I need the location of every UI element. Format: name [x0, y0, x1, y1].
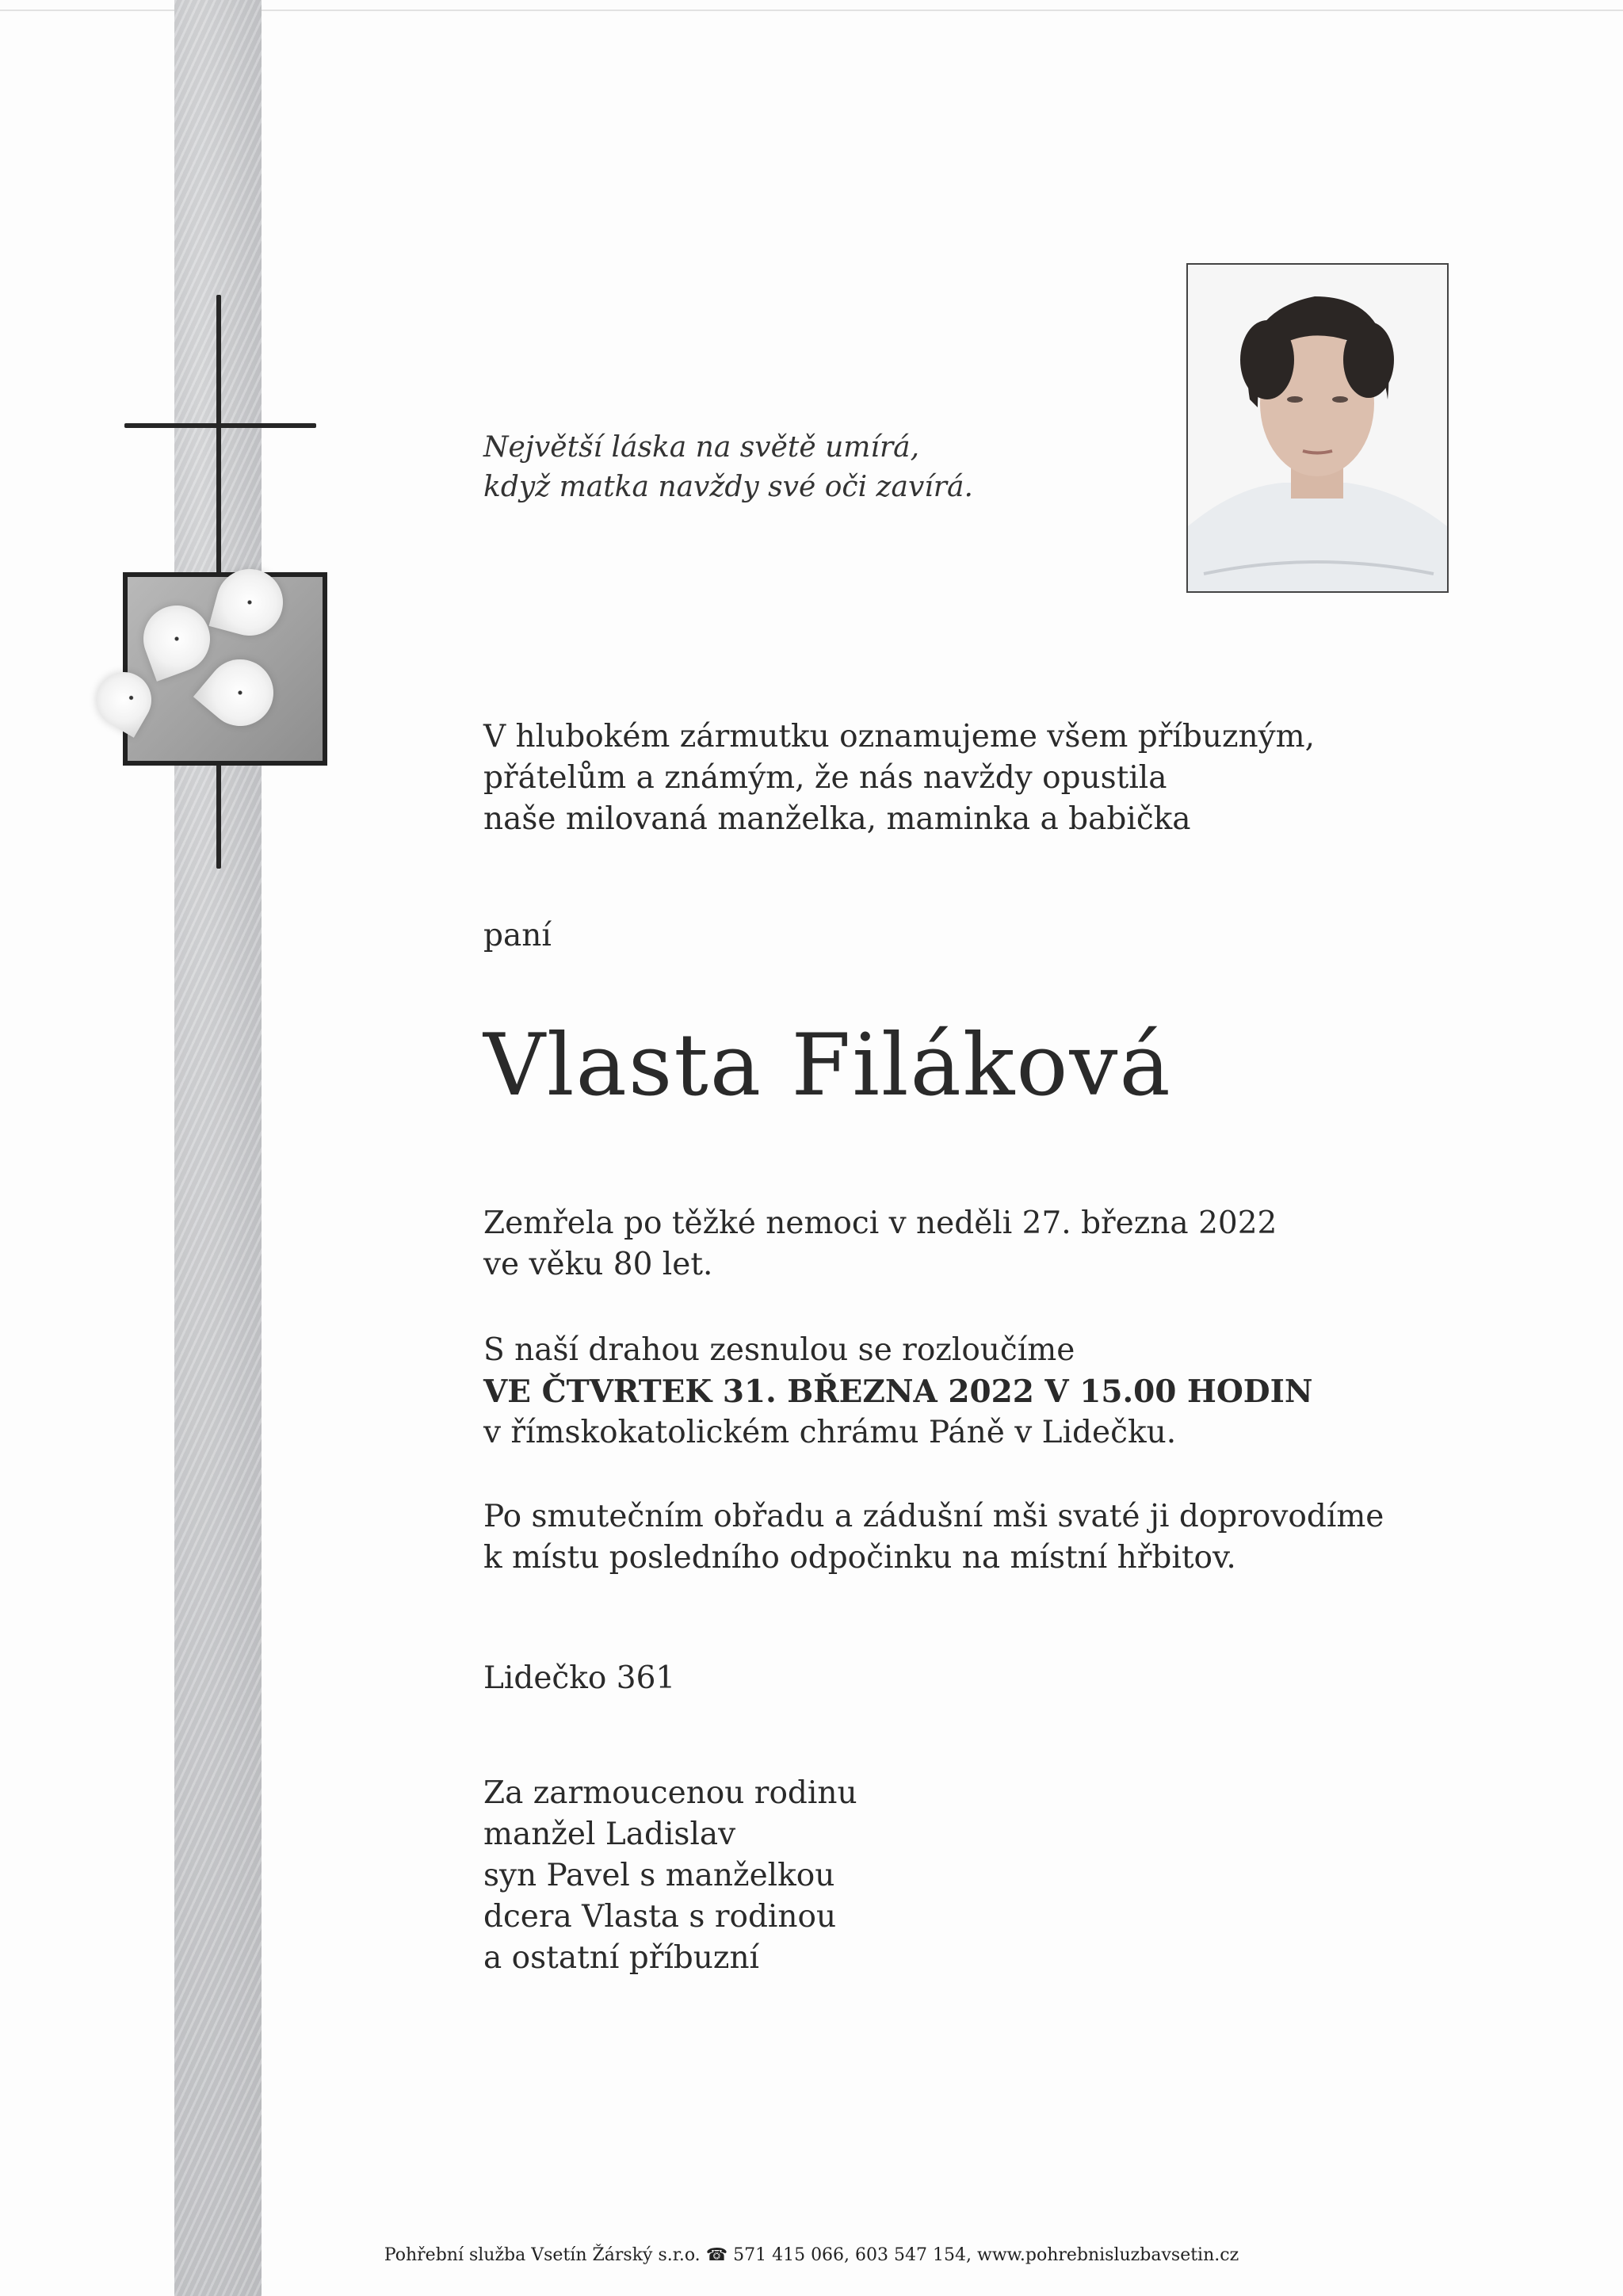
lily-flowers-icon: [123, 572, 327, 766]
farewell-date-time: VE ČTVRTEK 31. BŘEZNA 2022 V 15.00 HODIN: [483, 1373, 1313, 1410]
cross-crossbar: [124, 423, 316, 428]
lily-flower: [86, 662, 162, 738]
family-line: syn Pavel s manželkou: [483, 1858, 835, 1893]
death-details: [483, 1203, 1277, 1286]
farewell-details: [483, 1330, 1313, 1454]
farewell-line: S naší drahou zesnulou se rozloučíme: [483, 1332, 1075, 1368]
footer-contact: [0, 2244, 1623, 2267]
family-signature: [483, 1773, 857, 1979]
family-address: Lidečko 361: [483, 1660, 676, 1696]
deceased-name: Vlasta Filáková: [483, 1016, 1172, 1115]
intro-line: přátelům a známým, že nás navždy opustila: [483, 760, 1167, 796]
honorific-title: paní: [483, 918, 552, 953]
ceremony-line: Po smutečním obřadu a zádušní mši svaté ji doprovodíme: [483, 1499, 1384, 1534]
death-line: Zemřela po těžké nemoci v neděli 27. března 2022: [483, 1205, 1277, 1241]
ceremony-details: [483, 1496, 1384, 1579]
lily-flower: [134, 596, 220, 682]
family-line: Za zarmoucenou rodinu: [483, 1775, 857, 1811]
lily-flower: [193, 646, 287, 739]
intro-line: naše milovaná manželka, maminka a babička: [483, 801, 1191, 837]
farewell-place: v římskokatolickém chrámu Páně v Lidečku.: [483, 1415, 1177, 1450]
motto-line: když matka navždy své oči zavírá.: [483, 471, 973, 503]
intro-line: V hlubokém zármutku oznamujeme všem příbuzným,: [483, 719, 1316, 755]
family-line: dcera Vlasta s rodinou: [483, 1899, 837, 1935]
family-line: a ostatní příbuzní: [483, 1940, 760, 1976]
ceremony-line: k místu posledního odpočinku na místní hřbitov.: [483, 1540, 1236, 1576]
announcement-intro: [483, 716, 1315, 840]
footer-company: Pohřební služba Vsetín Žárský s.r.o.: [384, 2245, 701, 2265]
lily-flower: [209, 562, 291, 644]
deceased-portrait-photo: [1186, 263, 1449, 593]
family-line: manžel Ladislav: [483, 1817, 736, 1852]
motto-line: Největší láska na světě umírá,: [483, 431, 920, 464]
footer-contact-info: 571 415 066, 603 547 154, www.pohrebnisluzbavsetin.cz: [733, 2245, 1239, 2265]
phone-icon: ☎: [705, 2245, 728, 2265]
memorial-motto: [483, 428, 973, 507]
death-line: ve věku 80 let.: [483, 1247, 713, 1282]
portrait-image: [1188, 265, 1447, 591]
